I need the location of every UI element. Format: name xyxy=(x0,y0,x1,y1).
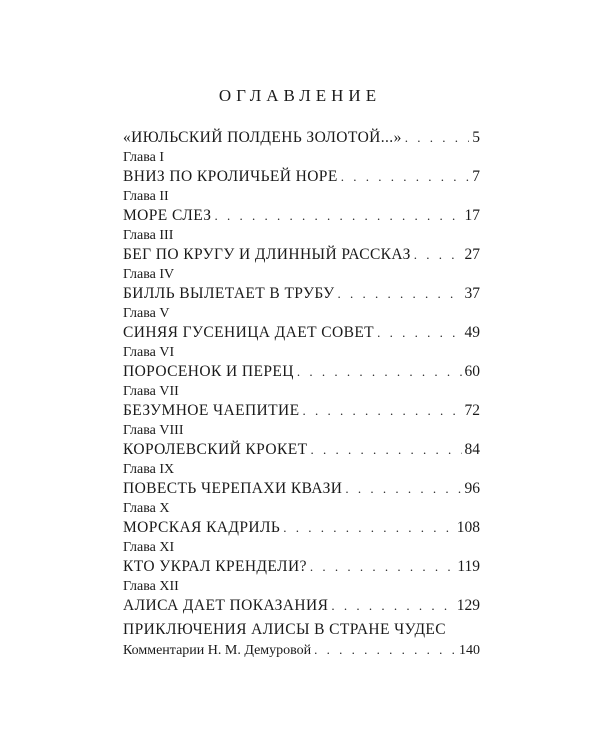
page-number: 37 xyxy=(464,285,480,302)
page-number: 7 xyxy=(472,168,480,185)
dot-leader xyxy=(377,323,461,343)
toc-entry-chapter[interactable] xyxy=(123,188,480,227)
dot-leader xyxy=(337,284,461,304)
page-number: 119 xyxy=(457,558,480,575)
toc-entry-chapter[interactable] xyxy=(123,500,480,539)
dot-leader xyxy=(314,640,456,660)
toc-title: ОГЛАВЛЕНИЕ xyxy=(218,86,382,105)
page-number: 129 xyxy=(456,597,480,614)
page-number: 49 xyxy=(464,324,480,341)
entry-title: ПОВЕСТЬ ЧЕРЕПАХИ КВАЗИ xyxy=(123,480,343,497)
entry-title: КОРОЛЕВСКИЙ КРОКЕТ xyxy=(123,441,308,458)
entry-title: МОРЕ СЛЕЗ xyxy=(123,207,212,224)
toc-entry-chapter[interactable] xyxy=(123,539,480,578)
entry-title: АЛИСА ДАЕТ ПОКАЗАНИЯ xyxy=(123,597,329,614)
page-number: 5 xyxy=(472,129,480,146)
toc-entry-chapter[interactable] xyxy=(123,461,480,500)
dot-leader xyxy=(405,128,470,148)
dot-leader xyxy=(414,245,462,265)
toc-entry-chapter[interactable] xyxy=(123,305,480,344)
toc-entry-chapter[interactable] xyxy=(123,578,480,617)
entry-title: ПОРОСЕНОК И ПЕРЕЦ xyxy=(123,363,294,380)
chapter-label: Глава VI xyxy=(123,345,175,360)
chapter-label: Глава IX xyxy=(123,462,175,477)
chapter-label: Глава VII xyxy=(123,384,179,399)
page-number: 140 xyxy=(459,643,480,658)
toc-entry-chapter[interactable] xyxy=(123,422,480,461)
chapter-label: Глава V xyxy=(123,306,170,321)
entry-title: «ИЮЛЬСКИЙ ПОЛДЕНЬ ЗОЛОТОЙ...» xyxy=(123,129,402,146)
dot-leader xyxy=(341,167,470,187)
entry-title: БИЛЛЬ ВЫЛЕТАЕТ В ТРУБУ xyxy=(123,285,335,302)
toc-entry-chapter[interactable] xyxy=(123,227,480,266)
chapter-label: Глава XII xyxy=(123,579,179,594)
toc-entry-chapter[interactable] xyxy=(123,149,480,188)
entry-title: МОРСКАЯ КАДРИЛЬ xyxy=(123,519,281,536)
chapter-label: Глава X xyxy=(123,501,170,516)
entry-title: КТО УКРАЛ КРЕНДЕЛИ? xyxy=(123,558,307,575)
chapter-label: Глава XI xyxy=(123,540,175,555)
chapter-label: Глава VIII xyxy=(123,423,184,438)
page-number: 108 xyxy=(456,519,480,536)
page-number: 27 xyxy=(464,246,480,263)
table-of-contents xyxy=(123,128,480,660)
appendix-heading: ПРИКЛЮЧЕНИЯ АЛИСЫ В СТРАНЕ ЧУДЕС xyxy=(123,621,447,638)
chapter-label: Глава II xyxy=(123,189,169,204)
dot-leader xyxy=(302,401,461,421)
toc-entry-appendix[interactable] xyxy=(123,620,480,660)
chapter-label: Глава I xyxy=(123,150,165,165)
toc-entry-chapter[interactable] xyxy=(123,383,480,422)
chapter-label: Глава IV xyxy=(123,267,175,282)
entry-title: СИНЯЯ ГУСЕНИЦА ДАЕТ СОВЕТ xyxy=(123,324,375,341)
toc-entry-intro[interactable] xyxy=(123,128,480,149)
page-number: 84 xyxy=(464,441,480,458)
entry-title: БЕЗУМНОЕ ЧАЕПИТИЕ xyxy=(123,402,300,419)
entry-title: Комментарии Н. М. Демуровой xyxy=(123,643,312,658)
dot-leader xyxy=(283,518,454,538)
page-number: 96 xyxy=(464,480,480,497)
dot-leader xyxy=(297,362,462,382)
dot-leader xyxy=(345,479,461,499)
chapter-label: Глава III xyxy=(123,228,174,243)
dot-leader xyxy=(310,440,461,460)
dot-leader xyxy=(331,596,453,616)
toc-entry-chapter[interactable] xyxy=(123,266,480,305)
page-number: 17 xyxy=(464,207,480,224)
entry-title: БЕГ ПО КРУГУ И ДЛИННЫЙ РАССКАЗ xyxy=(123,246,411,263)
dot-leader xyxy=(214,206,461,226)
dot-leader xyxy=(310,557,454,577)
toc-entry-chapter[interactable] xyxy=(123,344,480,383)
entry-title: ВНИЗ ПО КРОЛИЧЬЕЙ НОРЕ xyxy=(123,168,338,185)
page-number: 72 xyxy=(464,402,480,419)
page-number: 60 xyxy=(464,363,480,380)
